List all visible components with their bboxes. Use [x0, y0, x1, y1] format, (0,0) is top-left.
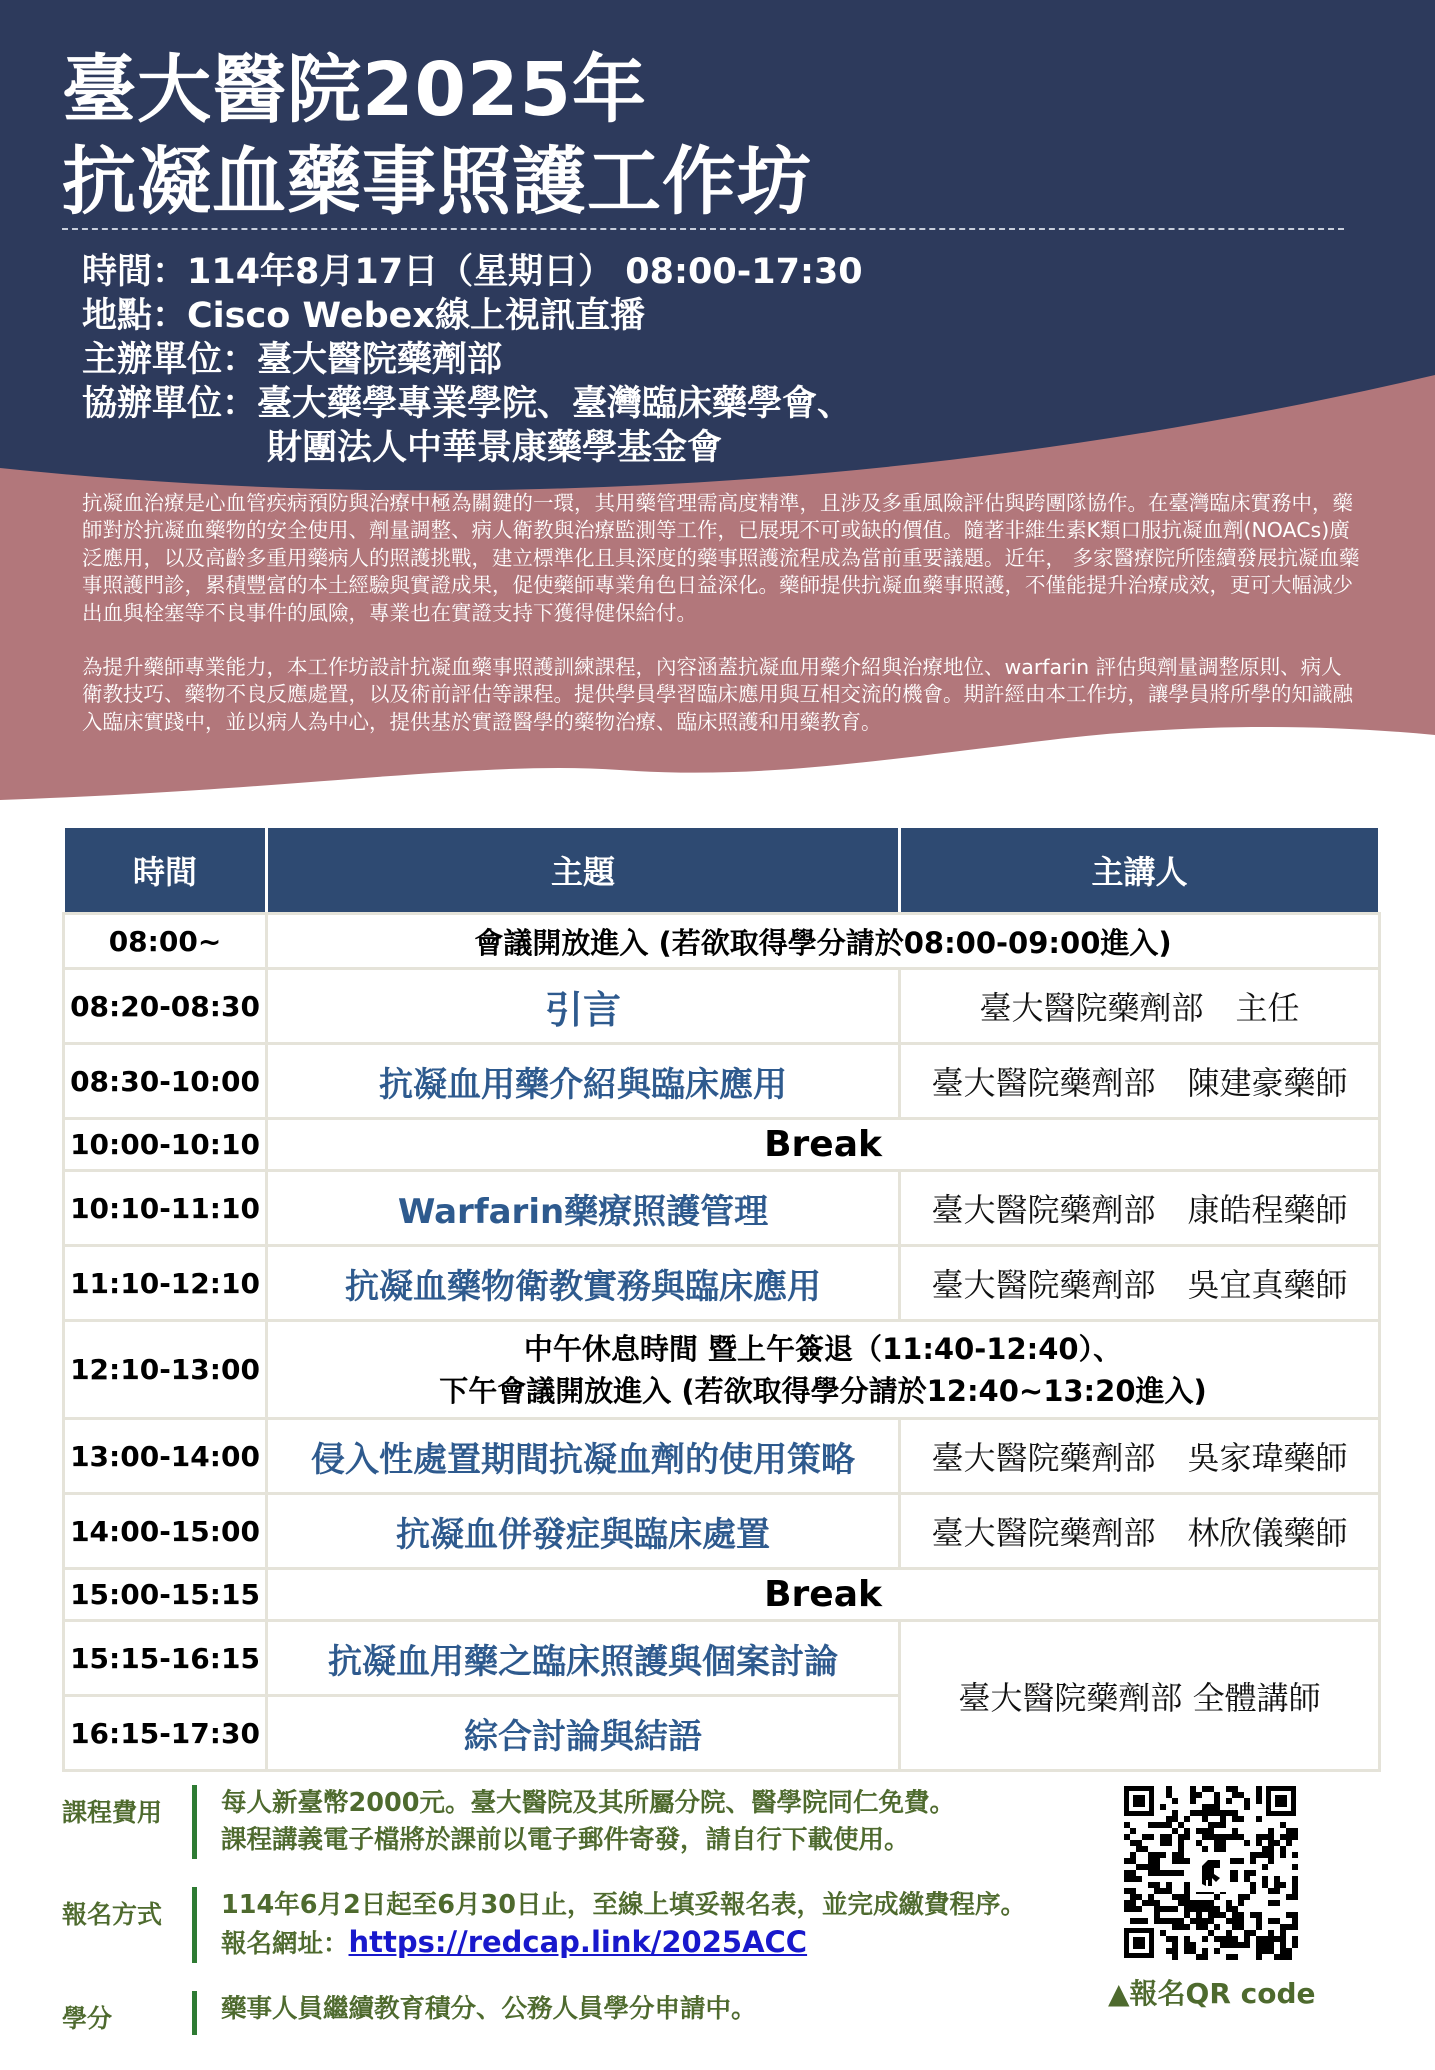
intro-paragraph-2: 為提升藥師專業能力，本工作坊設計抗凝血藥事照護訓練課程，內容涵蓋抗凝血用藥介紹與治療地位、warfarin 評估與劑量調整原則、病人衛教技巧、藥物不良反應處置，以及術前評估等課程。提供學員學習臨床應用與互相交流的機會。期許經由本工作坊，讓學員將所學的知識融入臨床實踐中，並以病人為中心，提供基於實證醫學的藥物治療、臨床照護和用藥教育。: [82, 655, 1353, 734]
table-row: [64, 1569, 1380, 1621]
qr-caption: ▲報名QR code: [1108, 1977, 1316, 2010]
event-info: [82, 250, 863, 470]
row-speaker: 臺大醫院藥劑部 全體講師: [900, 1621, 1380, 1771]
green-bar: [192, 1785, 197, 1859]
registration-url-line: [221, 1924, 1026, 1963]
row-time: 08:20-08:30: [64, 969, 267, 1044]
registration-label: 報名方式: [62, 1900, 163, 1929]
notice-line-2: 下午會議開放進入 (若欲取得學分請於12:40~13:20進入): [439, 1373, 1207, 1408]
registration-value: [221, 1887, 1026, 1963]
row-time: 13:00-14:00: [64, 1419, 267, 1494]
table-row: [64, 914, 1380, 969]
table-row: [64, 1494, 1380, 1569]
table-row: [64, 1419, 1380, 1494]
header-time: 時間: [64, 827, 267, 914]
row-speaker: 臺大醫院藥劑部 主任: [900, 969, 1380, 1044]
event-cohost: 協辦單位：臺大藥學專業學院、臺灣臨床藥學會、: [82, 384, 853, 424]
header-topic: 主題: [267, 827, 900, 914]
registration-line-1: 114年6月2日起至6月30日止，至線上填妥報名表，並完成繳費程序。: [221, 1890, 1026, 1920]
title-line-2: 抗凝血藥事照護工作坊: [62, 139, 812, 225]
row-speaker: 臺大醫院藥劑部 林欣儀藥師: [900, 1494, 1380, 1569]
registration-link[interactable]: https://redcap.link/2025ACC: [348, 1925, 808, 1959]
notice-line-1: 中午休息時間 暨上午簽退（11:40-12:40）、: [523, 1331, 1123, 1366]
table-row: [64, 1621, 1380, 1696]
row-speaker: 臺大醫院藥劑部 吳宜真藥師: [900, 1246, 1380, 1321]
row-topic: 引言: [267, 969, 900, 1044]
row-time: 11:10-12:10: [64, 1246, 267, 1321]
table-row: [64, 969, 1380, 1044]
table-row: [64, 1246, 1380, 1321]
table-row: [64, 1321, 1380, 1419]
dashed-divider: [62, 228, 1344, 230]
fee-label: 課程費用: [62, 1798, 163, 1827]
row-time: 08:30-10:00: [64, 1044, 267, 1119]
registration-url-prefix: 報名網址：: [221, 1929, 349, 1959]
event-time: 時間：114年8月17日（星期日） 08:00-17:30: [82, 252, 863, 292]
row-topic: 抗凝血用藥之臨床照護與個案討論: [267, 1621, 900, 1696]
event-host: 主辦單位：臺大醫院藥劑部: [82, 340, 503, 380]
row-break: Break: [267, 1119, 1380, 1171]
credit-label: 學分: [62, 2004, 113, 2033]
row-topic: 侵入性處置期間抗凝血劑的使用策略: [267, 1419, 900, 1494]
row-time: 10:10-11:10: [64, 1171, 267, 1246]
row-time: 15:00-15:15: [64, 1569, 267, 1621]
fee-line-1: 每人新臺幣2000元。臺大醫院及其所屬分院、醫學院同仁免費。: [221, 1788, 955, 1818]
header-speaker: 主講人: [900, 827, 1380, 914]
row-break: Break: [267, 1569, 1380, 1621]
intro-text: [82, 490, 1362, 763]
fee-value: [221, 1785, 955, 1859]
row-time: 10:00-10:10: [64, 1119, 267, 1171]
row-speaker: 臺大醫院藥劑部 陳建豪藥師: [900, 1044, 1380, 1119]
table-row: [64, 1044, 1380, 1119]
title-line-1: 臺大醫院2025年: [62, 47, 647, 133]
green-bar: [192, 1991, 197, 2035]
row-topic: Warfarin藥療照護管理: [267, 1171, 900, 1246]
fee-line-2: 課程講義電子檔將於課前以電子郵件寄發，請自行下載使用。: [221, 1825, 910, 1855]
row-time: 08:00~: [64, 914, 267, 969]
registration-row: [62, 1887, 1102, 1963]
credit-value: 藥事人員繼續教育積分、公務人員學分申請中。: [221, 1994, 757, 2024]
row-topic: 抗凝血藥物衛教實務與臨床應用: [267, 1246, 900, 1321]
intro-paragraph-1: 抗凝血治療是心血管疾病預防與治療中極為關鍵的一環，其用藥管理需高度精準，且涉及多重風險評估與跨團隊協作。在臺灣臨床實務中，藥師對於抗凝血藥物的安全使用、劑量調整、病人衛教與治療監測等工作，已展現不可或缺的價值。隨著非維生素K類口服抗凝血劑(NOACs)廣泛應用，以及高齡多重用藥病人的照護挑戰，建立標準化且具深度的藥事照護流程成為當前重要議題。近年， 多家醫療院所陸續發展抗凝血藥事照護門診，累積豐富的本土經驗與實證成果，促使藥師專業角色日益深化。藥師提供抗凝血藥事照護，不僅能提升治療成效，更可大幅減少出血與栓塞等不良事件的風險，專業也在實證支持下獲得健保給付。: [82, 491, 1360, 625]
row-notice: [267, 1321, 1380, 1419]
schedule-table: [62, 825, 1381, 1772]
row-time: 15:15-16:15: [64, 1621, 267, 1696]
table-row: [64, 1119, 1380, 1171]
row-speaker: 臺大醫院藥劑部 康皓程藥師: [900, 1171, 1380, 1246]
table-row: [64, 1171, 1380, 1246]
schedule-header-row: [64, 827, 1380, 914]
row-topic: 綜合討論與結語: [267, 1696, 900, 1771]
row-time: 16:15-17:30: [64, 1696, 267, 1771]
event-place: 地點：Cisco Webex線上視訊直播: [82, 296, 645, 336]
green-bar: [192, 1887, 197, 1963]
page-title: [62, 44, 812, 228]
row-time: 14:00-15:00: [64, 1494, 267, 1569]
registration-info: [62, 1785, 1102, 2063]
credit-row: [62, 1991, 1102, 2035]
row-speaker: 臺大醫院藥劑部 吳家瑋藥師: [900, 1419, 1380, 1494]
qr-code-icon[interactable]: [1120, 1782, 1300, 1962]
row-topic: 抗凝血用藥介紹與臨床應用: [267, 1044, 900, 1119]
row-topic: 抗凝血併發症與臨床處置: [267, 1494, 900, 1569]
row-time: 12:10-13:00: [64, 1321, 267, 1419]
row-notice: 會議開放進入 (若欲取得學分請於08:00-09:00進入): [267, 914, 1380, 969]
fee-row: [62, 1785, 1102, 1859]
event-cohost-cont: 財團法人中華景康藥學基金會: [267, 428, 723, 468]
